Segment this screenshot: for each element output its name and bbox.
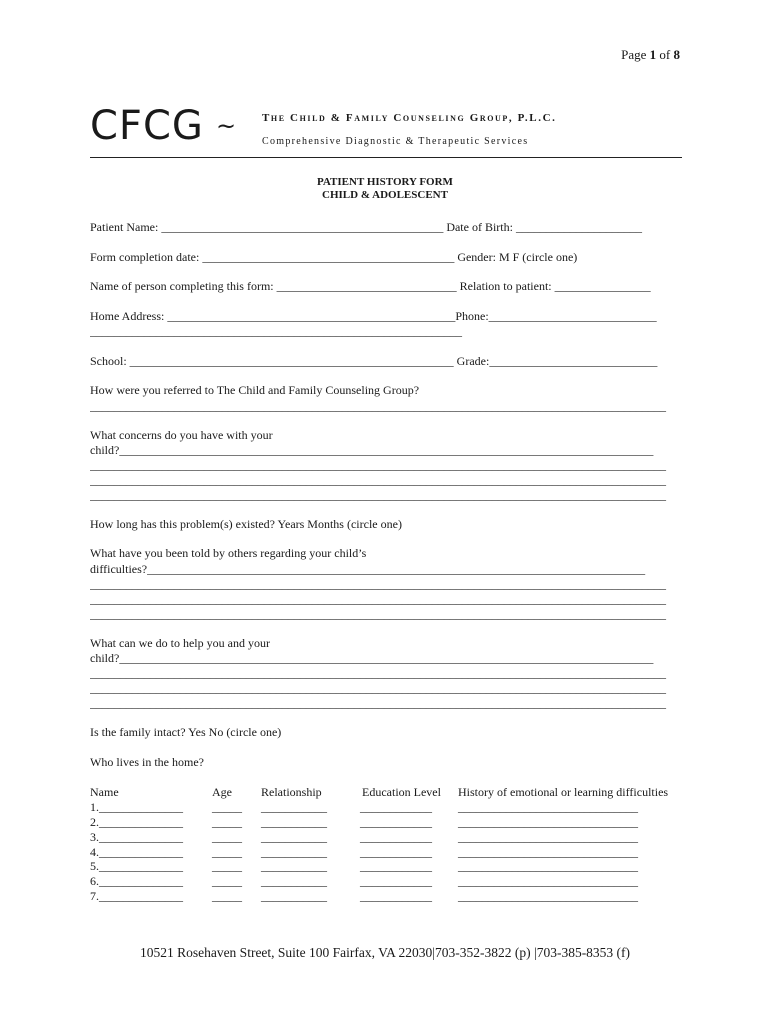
form-completion-date-field[interactable]: Form completion date: __________________________________________ Gender: M F (circle one) (90, 250, 578, 264)
concerns-answer-line[interactable]: ________________________________________________________________________________________________ (90, 473, 666, 487)
row-name-field[interactable]: 3.______________ (90, 830, 183, 844)
row-education-field[interactable]: ____________ (360, 830, 432, 844)
col-header-history: History of emotional or learning difficulties (458, 785, 669, 799)
row-education-field[interactable]: ____________ (360, 815, 432, 829)
help-question: What can we do to help you and your (90, 636, 270, 650)
row-name-field[interactable]: 6.______________ (90, 874, 183, 888)
referral-question: How were you referred to The Child and Family Counseling Group? (90, 383, 420, 397)
row-education-field[interactable]: ____________ (360, 889, 432, 903)
row-age-field[interactable]: _____ (212, 859, 242, 873)
row-history-field[interactable]: ______________________________ (458, 815, 638, 829)
row-age-field[interactable]: _____ (212, 874, 242, 888)
row-education-field[interactable]: ____________ (360, 859, 432, 873)
help-answer-line[interactable]: ________________________________________________________________________________________________ (90, 666, 666, 680)
row-relationship-field[interactable]: ___________ (261, 889, 327, 903)
row-history-field[interactable]: ______________________________ (458, 859, 638, 873)
col-header-name: Name (90, 785, 119, 799)
concerns-answer-line[interactable]: ________________________________________________________________________________________________ (90, 458, 666, 472)
problem-duration-question: How long has this problem(s) existed? Years Months (circle one) (90, 517, 402, 531)
help-answer-line[interactable]: child?_________________________________________________________________________________________ (90, 651, 654, 665)
logo-tilde: ~ (216, 112, 237, 140)
referral-answer-line[interactable]: ________________________________________________________________________________________________ (90, 399, 666, 413)
page-label: Page (621, 47, 647, 62)
row-relationship-field[interactable]: ___________ (261, 815, 327, 829)
told-by-others-question: What have you been told by others regarding your child’s (90, 546, 367, 560)
row-name-field[interactable]: 7.______________ (90, 889, 183, 903)
row-age-field[interactable]: _____ (212, 830, 242, 844)
home-address-field[interactable]: Home Address: ________________________________________________Phone:____________________________ (90, 309, 657, 323)
form-subtitle: CHILD & ADOLESCENT (322, 189, 448, 201)
organization-name: The Child & Family Counseling Group, P.L.C. (262, 112, 557, 124)
page-of: of (659, 47, 671, 62)
row-relationship-field[interactable]: ___________ (261, 874, 327, 888)
person-completing-field[interactable]: Name of person completing this form: ______________________________ Relation to patient: ________________ (90, 279, 651, 293)
family-intact-question: Is the family intact? Yes No (circle one) (90, 725, 282, 739)
page-number (621, 47, 680, 63)
row-name-field[interactable]: 5.______________ (90, 859, 183, 873)
col-header-education: Education Level (362, 785, 441, 799)
row-name-field[interactable]: 1.______________ (90, 800, 183, 814)
row-education-field[interactable]: ____________ (360, 845, 432, 859)
help-answer-line[interactable]: ________________________________________________________________________________________________ (90, 696, 666, 710)
school-field[interactable]: School: ______________________________________________________ Grade:____________________________ (90, 354, 658, 368)
who-lives-question: Who lives in the home? (90, 755, 204, 769)
row-history-field[interactable]: ______________________________ (458, 889, 638, 903)
page-total: 8 (673, 47, 680, 62)
home-address-continuation[interactable]: ______________________________________________________________ (90, 324, 462, 338)
row-relationship-field[interactable]: ___________ (261, 800, 327, 814)
row-age-field[interactable]: _____ (212, 815, 242, 829)
row-relationship-field[interactable]: ___________ (261, 845, 327, 859)
row-relationship-field[interactable]: ___________ (261, 859, 327, 873)
tagline: Comprehensive Diagnostic & Therapeutic Services (262, 136, 529, 147)
col-header-relationship: Relationship (261, 785, 322, 799)
row-history-field[interactable]: ______________________________ (458, 845, 638, 859)
page-current: 1 (649, 47, 657, 62)
row-history-field[interactable]: ______________________________ (458, 874, 638, 888)
row-name-field[interactable]: 4.______________ (90, 845, 183, 859)
header-divider (90, 157, 682, 158)
row-relationship-field[interactable]: ___________ (261, 830, 327, 844)
help-answer-line[interactable]: ________________________________________________________________________________________________ (90, 681, 666, 695)
footer-address: 10521 Rosehaven Street, Suite 100 Fairfax, VA 22030|703-352-3822 (p) |703-385-8353 (f) (139, 945, 631, 960)
told-answer-line[interactable]: ________________________________________________________________________________________________ (90, 577, 666, 591)
form-title: PATIENT HISTORY FORM (317, 176, 453, 188)
row-age-field[interactable]: _____ (212, 845, 242, 859)
concerns-answer-line[interactable]: child?_________________________________________________________________________________________ (90, 443, 654, 457)
col-header-age: Age (212, 785, 232, 799)
row-education-field[interactable]: ____________ (360, 800, 432, 814)
concerns-question: What concerns do you have with your (90, 428, 273, 442)
row-history-field[interactable]: ______________________________ (458, 830, 638, 844)
patient-name-field[interactable]: Patient Name: _______________________________________________ Date of Birth: _____________________ (90, 220, 642, 234)
cfcg-logo: CFCG (90, 103, 204, 149)
told-answer-line[interactable]: ________________________________________________________________________________________________ (90, 592, 666, 606)
row-age-field[interactable]: _____ (212, 800, 242, 814)
row-name-field[interactable]: 2.______________ (90, 815, 183, 829)
row-age-field[interactable]: _____ (212, 889, 242, 903)
told-answer-line[interactable]: difficulties?___________________________________________________________________________________ (90, 562, 646, 576)
row-history-field[interactable]: ______________________________ (458, 800, 638, 814)
row-education-field[interactable]: ____________ (360, 874, 432, 888)
concerns-answer-line[interactable]: ________________________________________________________________________________________________ (90, 488, 666, 502)
told-answer-line[interactable]: ________________________________________________________________________________________________ (90, 607, 666, 621)
